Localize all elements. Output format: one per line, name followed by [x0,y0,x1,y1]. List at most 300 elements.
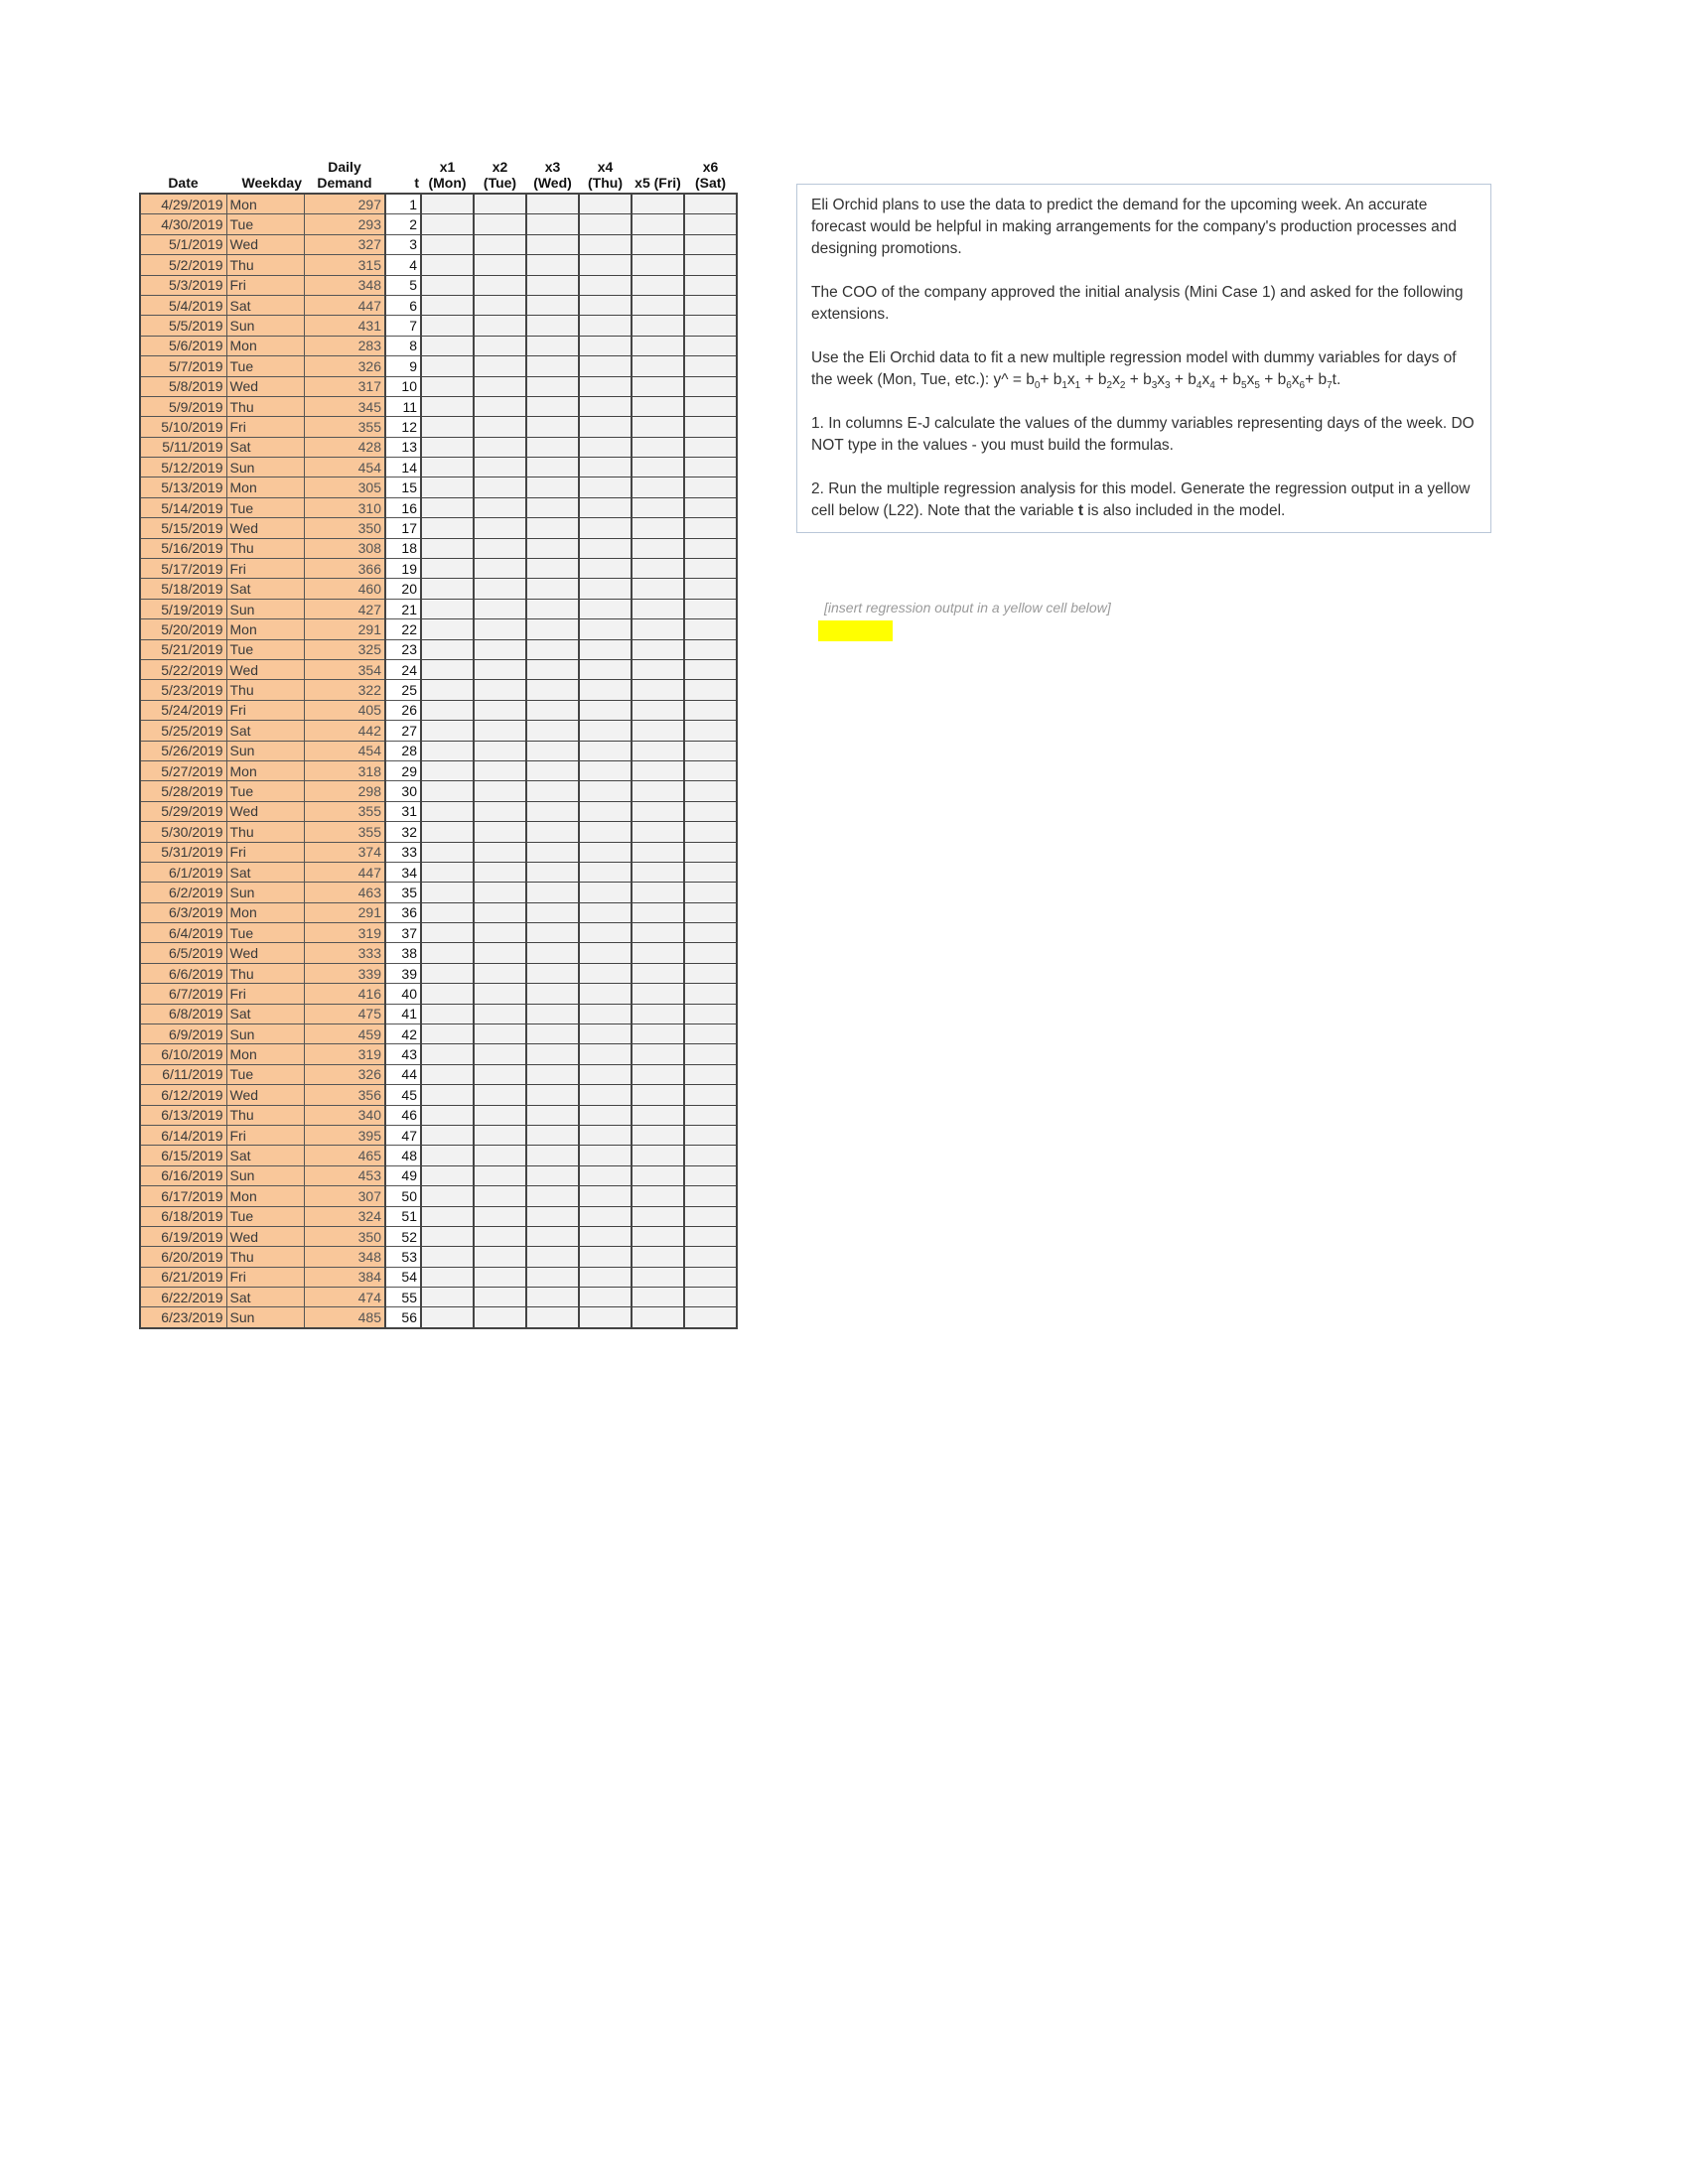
dummy-x6-cell[interactable] [684,984,737,1004]
dummy-x6-cell[interactable] [684,538,737,558]
dummy-x1-cell[interactable] [421,721,474,741]
dummy-x6-cell[interactable] [684,801,737,821]
dummy-x5-cell[interactable] [632,943,684,963]
dummy-x3-cell[interactable] [526,255,579,275]
dummy-x2-cell[interactable] [474,538,526,558]
dummy-x5-cell[interactable] [632,579,684,599]
dummy-x3-cell[interactable] [526,781,579,801]
dummy-x6-cell[interactable] [684,721,737,741]
dummy-x6-cell[interactable] [684,1085,737,1105]
dummy-x2-cell[interactable] [474,1226,526,1246]
dummy-x2-cell[interactable] [474,458,526,478]
t-cell[interactable]: 53 [385,1247,421,1267]
dummy-x1-cell[interactable] [421,437,474,457]
dummy-x1-cell[interactable] [421,680,474,700]
date-cell[interactable]: 5/23/2019 [140,680,226,700]
date-cell[interactable]: 6/8/2019 [140,1004,226,1024]
header-x6[interactable] [684,153,737,194]
dummy-x5-cell[interactable] [632,1226,684,1246]
dummy-x2-cell[interactable] [474,923,526,943]
header-x2[interactable] [474,153,526,194]
dummy-x5-cell[interactable] [632,295,684,315]
date-cell[interactable]: 5/2/2019 [140,255,226,275]
date-cell[interactable]: 5/8/2019 [140,376,226,396]
dummy-x3-cell[interactable] [526,1186,579,1206]
demand-cell[interactable]: 325 [304,639,385,659]
t-cell[interactable]: 44 [385,1064,421,1084]
dummy-x1-cell[interactable] [421,639,474,659]
demand-cell[interactable]: 291 [304,619,385,639]
dummy-x5-cell[interactable] [632,721,684,741]
weekday-cell[interactable]: Fri [226,1267,304,1287]
dummy-x4-cell[interactable] [579,234,632,254]
date-cell[interactable]: 6/18/2019 [140,1206,226,1226]
demand-cell[interactable]: 447 [304,862,385,882]
weekday-cell[interactable]: Sat [226,1004,304,1024]
dummy-x3-cell[interactable] [526,1247,579,1267]
dummy-x6-cell[interactable] [684,1165,737,1185]
dummy-x1-cell[interactable] [421,1206,474,1226]
t-cell[interactable]: 31 [385,801,421,821]
t-cell[interactable]: 40 [385,984,421,1004]
demand-cell[interactable]: 405 [304,700,385,720]
weekday-cell[interactable]: Sat [226,1288,304,1307]
t-cell[interactable]: 8 [385,336,421,355]
weekday-cell[interactable]: Sun [226,1307,304,1328]
dummy-x4-cell[interactable] [579,1206,632,1226]
dummy-x6-cell[interactable] [684,1267,737,1287]
dummy-x5-cell[interactable] [632,842,684,862]
dummy-x5-cell[interactable] [632,336,684,355]
date-cell[interactable]: 5/31/2019 [140,842,226,862]
dummy-x4-cell[interactable] [579,1105,632,1125]
dummy-x3-cell[interactable] [526,1146,579,1165]
demand-cell[interactable]: 447 [304,295,385,315]
demand-cell[interactable]: 326 [304,356,385,376]
dummy-x3-cell[interactable] [526,822,579,842]
demand-cell[interactable]: 297 [304,194,385,214]
weekday-cell[interactable]: Tue [226,1064,304,1084]
date-cell[interactable]: 5/27/2019 [140,760,226,780]
dummy-x4-cell[interactable] [579,781,632,801]
dummy-x6-cell[interactable] [684,1044,737,1064]
t-cell[interactable]: 35 [385,883,421,902]
dummy-x2-cell[interactable] [474,1206,526,1226]
dummy-x1-cell[interactable] [421,984,474,1004]
dummy-x2-cell[interactable] [474,741,526,760]
date-cell[interactable]: 6/7/2019 [140,984,226,1004]
dummy-x4-cell[interactable] [579,1125,632,1145]
dummy-x4-cell[interactable] [579,943,632,963]
t-cell[interactable]: 56 [385,1307,421,1328]
t-cell[interactable]: 13 [385,437,421,457]
t-cell[interactable]: 4 [385,255,421,275]
t-cell[interactable]: 9 [385,356,421,376]
instructions-textbox[interactable] [796,184,1491,533]
t-cell[interactable]: 33 [385,842,421,862]
demand-cell[interactable]: 322 [304,680,385,700]
date-cell[interactable]: 6/6/2019 [140,963,226,983]
dummy-x1-cell[interactable] [421,497,474,517]
dummy-x1-cell[interactable] [421,862,474,882]
dummy-x4-cell[interactable] [579,316,632,336]
dummy-x2-cell[interactable] [474,680,526,700]
dummy-x3-cell[interactable] [526,680,579,700]
dummy-x4-cell[interactable] [579,963,632,983]
dummy-x2-cell[interactable] [474,1125,526,1145]
demand-cell[interactable]: 384 [304,1267,385,1287]
t-cell[interactable]: 45 [385,1085,421,1105]
dummy-x4-cell[interactable] [579,396,632,416]
dummy-x3-cell[interactable] [526,1288,579,1307]
weekday-cell[interactable]: Mon [226,902,304,922]
dummy-x3-cell[interactable] [526,883,579,902]
weekday-cell[interactable]: Thu [226,396,304,416]
demand-cell[interactable]: 348 [304,1247,385,1267]
weekday-cell[interactable]: Sun [226,883,304,902]
dummy-x1-cell[interactable] [421,619,474,639]
dummy-x3-cell[interactable] [526,316,579,336]
demand-cell[interactable]: 317 [304,376,385,396]
weekday-cell[interactable]: Tue [226,639,304,659]
weekday-cell[interactable]: Fri [226,1125,304,1145]
dummy-x2-cell[interactable] [474,336,526,355]
demand-cell[interactable]: 442 [304,721,385,741]
date-cell[interactable]: 5/16/2019 [140,538,226,558]
weekday-cell[interactable]: Sun [226,1165,304,1185]
dummy-x3-cell[interactable] [526,194,579,214]
dummy-x3-cell[interactable] [526,1165,579,1185]
date-cell[interactable]: 6/2/2019 [140,883,226,902]
dummy-x6-cell[interactable] [684,214,737,234]
date-cell[interactable]: 6/19/2019 [140,1226,226,1246]
t-cell[interactable]: 14 [385,458,421,478]
dummy-x5-cell[interactable] [632,741,684,760]
dummy-x6-cell[interactable] [684,842,737,862]
weekday-cell[interactable]: Fri [226,275,304,295]
weekday-cell[interactable]: Wed [226,659,304,679]
dummy-x2-cell[interactable] [474,700,526,720]
dummy-x4-cell[interactable] [579,599,632,618]
dummy-x4-cell[interactable] [579,255,632,275]
demand-cell[interactable]: 340 [304,1105,385,1125]
dummy-x5-cell[interactable] [632,1247,684,1267]
weekday-cell[interactable]: Fri [226,417,304,437]
dummy-x1-cell[interactable] [421,356,474,376]
date-cell[interactable]: 6/5/2019 [140,943,226,963]
dummy-x6-cell[interactable] [684,760,737,780]
dummy-x2-cell[interactable] [474,295,526,315]
demand-cell[interactable]: 485 [304,1307,385,1328]
demand-cell[interactable]: 366 [304,559,385,579]
dummy-x6-cell[interactable] [684,417,737,437]
dummy-x4-cell[interactable] [579,822,632,842]
demand-cell[interactable]: 428 [304,437,385,457]
dummy-x1-cell[interactable] [421,781,474,801]
dummy-x3-cell[interactable] [526,336,579,355]
dummy-x3-cell[interactable] [526,1307,579,1328]
dummy-x2-cell[interactable] [474,478,526,497]
dummy-x4-cell[interactable] [579,1024,632,1044]
header-weekday[interactable]: Weekday [241,175,302,191]
weekday-cell[interactable]: Sat [226,862,304,882]
dummy-x3-cell[interactable] [526,1206,579,1226]
dummy-x5-cell[interactable] [632,437,684,457]
dummy-x5-cell[interactable] [632,599,684,618]
weekday-cell[interactable]: Mon [226,760,304,780]
dummy-x5-cell[interactable] [632,619,684,639]
dummy-x4-cell[interactable] [579,458,632,478]
date-cell[interactable]: 6/12/2019 [140,1085,226,1105]
dummy-x1-cell[interactable] [421,1125,474,1145]
dummy-x5-cell[interactable] [632,1288,684,1307]
t-cell[interactable]: 43 [385,1044,421,1064]
dummy-x5-cell[interactable] [632,1186,684,1206]
dummy-x6-cell[interactable] [684,943,737,963]
dummy-x4-cell[interactable] [579,862,632,882]
dummy-x6-cell[interactable] [684,255,737,275]
dummy-x1-cell[interactable] [421,295,474,315]
dummy-x3-cell[interactable] [526,1024,579,1044]
dummy-x5-cell[interactable] [632,963,684,983]
demand-cell[interactable]: 454 [304,458,385,478]
weekday-cell[interactable]: Wed [226,1085,304,1105]
dummy-x3-cell[interactable] [526,559,579,579]
dummy-x3-cell[interactable] [526,842,579,862]
dummy-x2-cell[interactable] [474,1044,526,1064]
weekday-cell[interactable]: Tue [226,497,304,517]
dummy-x3-cell[interactable] [526,497,579,517]
dummy-x6-cell[interactable] [684,619,737,639]
dummy-x4-cell[interactable] [579,801,632,821]
dummy-x6-cell[interactable] [684,1247,737,1267]
dummy-x5-cell[interactable] [632,862,684,882]
dummy-x6-cell[interactable] [684,376,737,396]
header-x3[interactable] [526,153,579,194]
dummy-x1-cell[interactable] [421,1024,474,1044]
dummy-x2-cell[interactable] [474,599,526,618]
t-cell[interactable]: 30 [385,781,421,801]
dummy-x5-cell[interactable] [632,822,684,842]
t-cell[interactable]: 25 [385,680,421,700]
date-cell[interactable]: 5/18/2019 [140,579,226,599]
dummy-x5-cell[interactable] [632,1044,684,1064]
weekday-cell[interactable]: Wed [226,518,304,538]
dummy-x6-cell[interactable] [684,822,737,842]
dummy-x1-cell[interactable] [421,599,474,618]
dummy-x2-cell[interactable] [474,579,526,599]
dummy-x4-cell[interactable] [579,1146,632,1165]
dummy-x4-cell[interactable] [579,984,632,1004]
dummy-x6-cell[interactable] [684,862,737,882]
t-cell[interactable]: 15 [385,478,421,497]
dummy-x1-cell[interactable] [421,822,474,842]
dummy-x4-cell[interactable] [579,700,632,720]
dummy-x5-cell[interactable] [632,659,684,679]
dummy-x6-cell[interactable] [684,1064,737,1084]
date-cell[interactable]: 6/16/2019 [140,1165,226,1185]
demand-cell[interactable]: 327 [304,234,385,254]
dummy-x3-cell[interactable] [526,1267,579,1287]
dummy-x2-cell[interactable] [474,963,526,983]
dummy-x2-cell[interactable] [474,1288,526,1307]
weekday-cell[interactable]: Fri [226,559,304,579]
demand-cell[interactable]: 453 [304,1165,385,1185]
dummy-x2-cell[interactable] [474,234,526,254]
dummy-x6-cell[interactable] [684,923,737,943]
dummy-x2-cell[interactable] [474,801,526,821]
demand-cell[interactable]: 354 [304,659,385,679]
dummy-x1-cell[interactable] [421,801,474,821]
dummy-x6-cell[interactable] [684,1186,737,1206]
dummy-x1-cell[interactable] [421,902,474,922]
dummy-x2-cell[interactable] [474,1307,526,1328]
demand-cell[interactable]: 395 [304,1125,385,1145]
dummy-x3-cell[interactable] [526,599,579,618]
date-cell[interactable]: 6/13/2019 [140,1105,226,1125]
demand-cell[interactable]: 431 [304,316,385,336]
dummy-x2-cell[interactable] [474,214,526,234]
dummy-x6-cell[interactable] [684,579,737,599]
t-cell[interactable]: 5 [385,275,421,295]
t-cell[interactable]: 27 [385,721,421,741]
dummy-x4-cell[interactable] [579,1186,632,1206]
dummy-x4-cell[interactable] [579,194,632,214]
t-cell[interactable]: 37 [385,923,421,943]
dummy-x1-cell[interactable] [421,1105,474,1125]
weekday-cell[interactable]: Thu [226,538,304,558]
dummy-x4-cell[interactable] [579,741,632,760]
dummy-x3-cell[interactable] [526,923,579,943]
dummy-x1-cell[interactable] [421,214,474,234]
t-cell[interactable]: 10 [385,376,421,396]
dummy-x4-cell[interactable] [579,559,632,579]
dummy-x3-cell[interactable] [526,1105,579,1125]
t-cell[interactable]: 21 [385,599,421,618]
date-cell[interactable]: 5/29/2019 [140,801,226,821]
t-cell[interactable]: 41 [385,1004,421,1024]
date-cell[interactable]: 5/30/2019 [140,822,226,842]
date-cell[interactable]: 5/3/2019 [140,275,226,295]
dummy-x3-cell[interactable] [526,376,579,396]
date-cell[interactable]: 6/1/2019 [140,862,226,882]
dummy-x6-cell[interactable] [684,659,737,679]
t-cell[interactable]: 1 [385,194,421,214]
dummy-x2-cell[interactable] [474,1247,526,1267]
dummy-x3-cell[interactable] [526,1125,579,1145]
date-cell[interactable]: 6/15/2019 [140,1146,226,1165]
date-cell[interactable]: 6/11/2019 [140,1064,226,1084]
header-x4[interactable] [579,153,632,194]
dummy-x2-cell[interactable] [474,417,526,437]
dummy-x5-cell[interactable] [632,214,684,234]
dummy-x6-cell[interactable] [684,295,737,315]
dummy-x3-cell[interactable] [526,943,579,963]
dummy-x4-cell[interactable] [579,1044,632,1064]
dummy-x2-cell[interactable] [474,862,526,882]
t-cell[interactable]: 2 [385,214,421,234]
t-cell[interactable]: 47 [385,1125,421,1145]
t-cell[interactable]: 24 [385,659,421,679]
dummy-x5-cell[interactable] [632,680,684,700]
dummy-x1-cell[interactable] [421,1186,474,1206]
t-cell[interactable]: 17 [385,518,421,538]
demand-cell[interactable]: 324 [304,1206,385,1226]
dummy-x4-cell[interactable] [579,1165,632,1185]
demand-cell[interactable]: 355 [304,801,385,821]
t-cell[interactable]: 26 [385,700,421,720]
dummy-x6-cell[interactable] [684,1288,737,1307]
dummy-x1-cell[interactable] [421,417,474,437]
dummy-x3-cell[interactable] [526,862,579,882]
dummy-x2-cell[interactable] [474,255,526,275]
dummy-x5-cell[interactable] [632,518,684,538]
dummy-x3-cell[interactable] [526,214,579,234]
demand-cell[interactable]: 459 [304,1024,385,1044]
demand-cell[interactable]: 319 [304,1044,385,1064]
weekday-cell[interactable]: Sat [226,579,304,599]
dummy-x2-cell[interactable] [474,1186,526,1206]
weekday-cell[interactable]: Sat [226,437,304,457]
t-cell[interactable]: 7 [385,316,421,336]
dummy-x4-cell[interactable] [579,1247,632,1267]
dummy-x5-cell[interactable] [632,700,684,720]
demand-cell[interactable]: 308 [304,538,385,558]
regression-output-cell[interactable] [818,620,893,641]
weekday-cell[interactable]: Tue [226,356,304,376]
dummy-x2-cell[interactable] [474,943,526,963]
date-cell[interactable]: 5/13/2019 [140,478,226,497]
demand-cell[interactable]: 326 [304,1064,385,1084]
t-cell[interactable]: 20 [385,579,421,599]
date-cell[interactable]: 5/9/2019 [140,396,226,416]
dummy-x5-cell[interactable] [632,1267,684,1287]
demand-cell[interactable]: 307 [304,1186,385,1206]
weekday-cell[interactable]: Thu [226,1247,304,1267]
weekday-cell[interactable]: Mon [226,336,304,355]
t-cell[interactable]: 39 [385,963,421,983]
dummy-x5-cell[interactable] [632,923,684,943]
dummy-x3-cell[interactable] [526,639,579,659]
t-cell[interactable]: 51 [385,1206,421,1226]
dummy-x3-cell[interactable] [526,275,579,295]
dummy-x1-cell[interactable] [421,538,474,558]
dummy-x3-cell[interactable] [526,579,579,599]
dummy-x5-cell[interactable] [632,760,684,780]
dummy-x3-cell[interactable] [526,700,579,720]
date-cell[interactable]: 5/7/2019 [140,356,226,376]
weekday-cell[interactable]: Wed [226,376,304,396]
dummy-x1-cell[interactable] [421,883,474,902]
weekday-cell[interactable]: Tue [226,1206,304,1226]
date-cell[interactable]: 5/6/2019 [140,336,226,355]
date-cell[interactable]: 5/28/2019 [140,781,226,801]
dummy-x5-cell[interactable] [632,902,684,922]
dummy-x1-cell[interactable] [421,1288,474,1307]
dummy-x6-cell[interactable] [684,194,737,214]
header-demand[interactable] [304,153,385,194]
demand-cell[interactable]: 465 [304,1146,385,1165]
dummy-x1-cell[interactable] [421,396,474,416]
date-cell[interactable]: 5/26/2019 [140,741,226,760]
dummy-x2-cell[interactable] [474,781,526,801]
date-cell[interactable]: 5/24/2019 [140,700,226,720]
header-t[interactable]: t [414,175,419,191]
dummy-x1-cell[interactable] [421,234,474,254]
date-cell[interactable]: 4/30/2019 [140,214,226,234]
dummy-x5-cell[interactable] [632,1307,684,1328]
date-cell[interactable]: 6/20/2019 [140,1247,226,1267]
